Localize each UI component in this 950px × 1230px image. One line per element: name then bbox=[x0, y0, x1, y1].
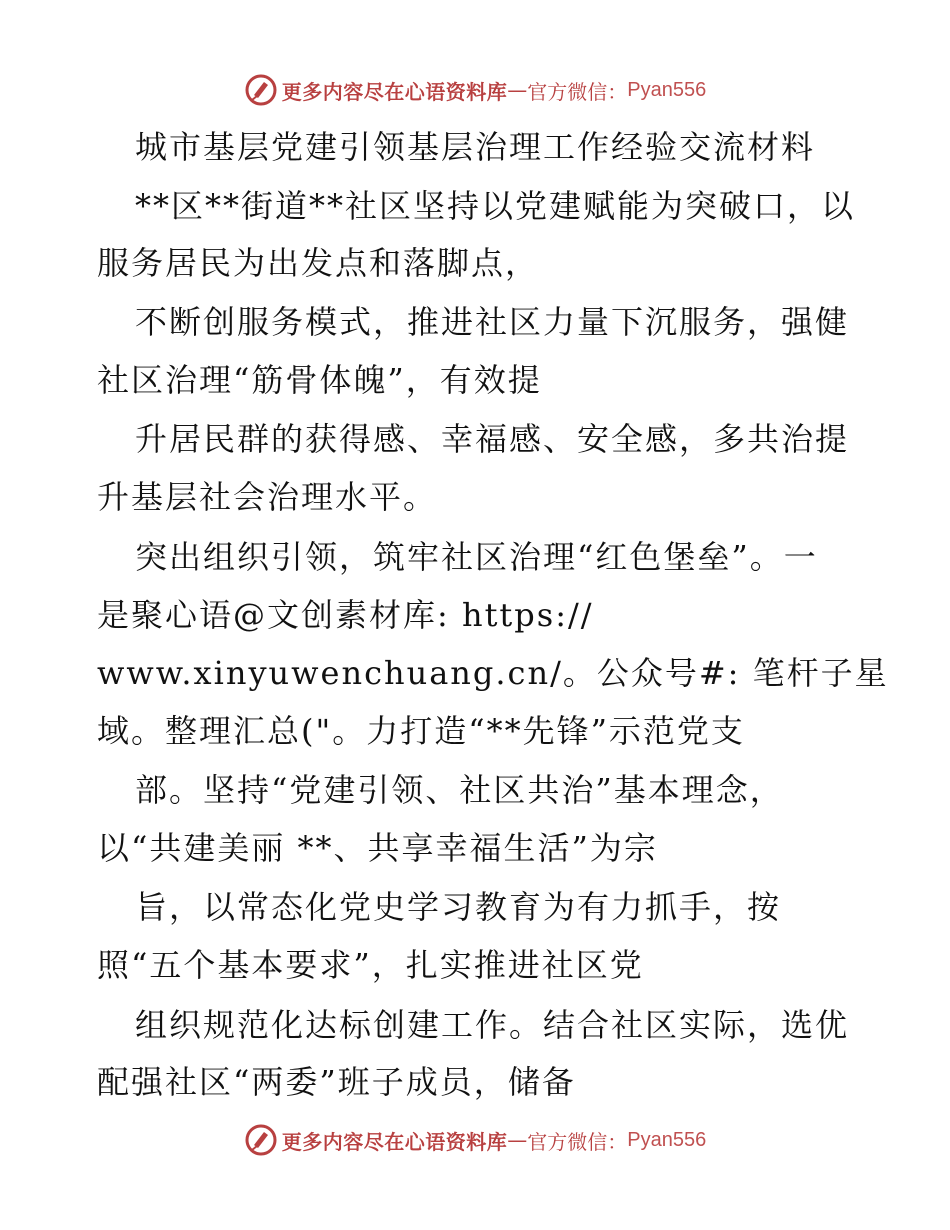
banner-slogan: 更多内容尽在心语资料库 bbox=[281, 1129, 508, 1154]
banner-slogan: 更多内容尽在心语资料库 bbox=[281, 79, 508, 104]
banner-wechat-label: 官方微信： bbox=[527, 1129, 628, 1154]
text-line: 旨，以常态化党史学习教育为有力抓手，按 bbox=[135, 888, 782, 926]
text-line: 部。坚持“党建引领、社区共治”基本理念， bbox=[135, 771, 784, 809]
text-line: 组织规范化达标创建工作。结合社区实际，选优 bbox=[135, 1006, 850, 1044]
banner-dash: — bbox=[507, 1128, 528, 1152]
text-line: 照“五个基本要求”，扎实推进社区党 bbox=[97, 946, 644, 984]
footer-banner bbox=[0, 1120, 950, 1160]
text-line: 突出组织引领，筑牢社区治理“红色堡垒”。一 bbox=[135, 538, 818, 576]
document-title: 城市基层党建引领基层治理工作经验交流材料 bbox=[135, 128, 816, 166]
text-line: 域。整理汇总("。力打造“**先锋”示范党支 bbox=[97, 712, 745, 750]
text-line: 升居民群的获得感、幸福感、安全感，多共治提 bbox=[135, 420, 850, 458]
text-line: 不断创服务模式，推进社区力量下沉服务，强健 bbox=[135, 303, 850, 341]
banner-dash: — bbox=[507, 78, 528, 102]
banner-wechat-label: 官方微信： bbox=[527, 79, 628, 104]
text-line: 是聚心语@文创素材库: https:// bbox=[97, 596, 594, 634]
logo-icon bbox=[244, 1123, 278, 1157]
text-line: 以“共建美丽 **、共享幸福生活”为宗 bbox=[97, 829, 658, 867]
banner-wechat-id: Pyan556 bbox=[627, 1128, 707, 1151]
text-line: 社区治理“筋骨体魄”，有效提 bbox=[97, 361, 542, 399]
banner-wechat-id: Pyan556 bbox=[627, 78, 707, 101]
text-line: **区**街道**社区坚持以党建赋能为突破口，以 bbox=[135, 187, 856, 225]
text-line: 服务居民为出发点和落脚点， bbox=[97, 244, 540, 282]
text-line: www.xinyuwenchuang.cn/。公众号#: 笔杆子星 bbox=[97, 654, 889, 692]
text-line: 升基层社会治理水平。 bbox=[97, 478, 438, 516]
text-line: 配强社区“两委”班子成员，储备 bbox=[97, 1063, 576, 1101]
